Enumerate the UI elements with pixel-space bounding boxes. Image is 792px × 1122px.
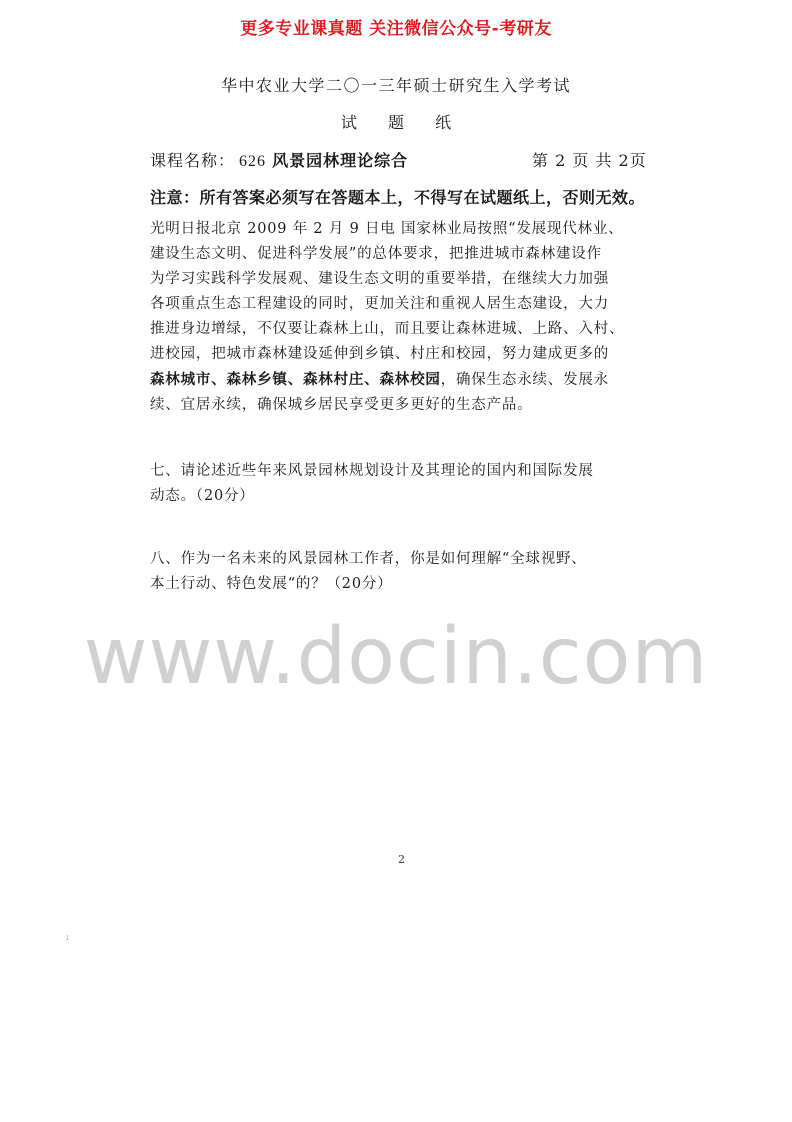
exam-title: 华中农业大学二〇一三年硕士研究生入学考试 [220, 76, 571, 95]
passage-line: 建设生态文明、促进科学发展”的总体要求，把推进城市森林建设作 [150, 246, 602, 262]
question-line: 八、作为一名未来的风景园林工作者，你是如何理解“全球视野、 [150, 551, 587, 567]
passage-line: 各项重点生态工程建设的同时，更加关注和重视人居生态建设，大力 [150, 296, 609, 312]
passage-line: 为学习实践科学发展观、建设生态文明的重要举措，在继续大力加强 [150, 271, 609, 287]
passage-bold-phrase: 森林城市、森林乡镇、森林村庄、森林校园 [150, 371, 441, 388]
question-line: 动态。（20分） [150, 488, 255, 504]
question-line: 本土行动、特色发展“的？（20分） [150, 576, 393, 592]
passage-line: 光明日报北京 2009 年 2 月 9 日电 国家林业局按照“发展现代林业、 [150, 221, 624, 237]
question-8 [150, 547, 670, 597]
question-7 [150, 459, 670, 509]
course-code: 626 [239, 153, 267, 170]
passage-line: 进校园，把城市森林建设延伸到乡镇、村庄和校园，努力建成更多的 [150, 346, 609, 362]
exam-notice: 注意：所有答案必须写在答题本上，不得写在试题纸上，否则无效。 [150, 188, 646, 207]
course-name: 风景园林理论综合 [272, 151, 409, 170]
page-info: 第 2 页 共 2页 [532, 151, 647, 170]
reading-passage [150, 217, 670, 418]
page-number: 2 [398, 853, 405, 866]
passage-line-rest: ，确保生态永续、发展永 [440, 372, 610, 388]
passage-line: 推进身边增绿，不仅要让森林上山，而且要让森林进城、上路、入村、 [150, 321, 625, 337]
promo-banner: 更多专业课真题 关注微信公众号-考研友 [240, 19, 552, 39]
passage-line [150, 367, 670, 393]
question-line: 七、请论述近些年来风景园林规划设计及其理论的国内和国际发展 [150, 463, 594, 479]
docin-watermark: www.docin.com [83, 612, 709, 702]
exam-subtitle: 试 题 纸 [340, 113, 452, 132]
course-label: 课程名称： [150, 151, 236, 170]
course-line [150, 148, 408, 171]
scan-specks: ; [66, 932, 69, 941]
passage-line: 续、宜居永续，确保城乡居民享受更多更好的生态产品。 [150, 397, 533, 413]
